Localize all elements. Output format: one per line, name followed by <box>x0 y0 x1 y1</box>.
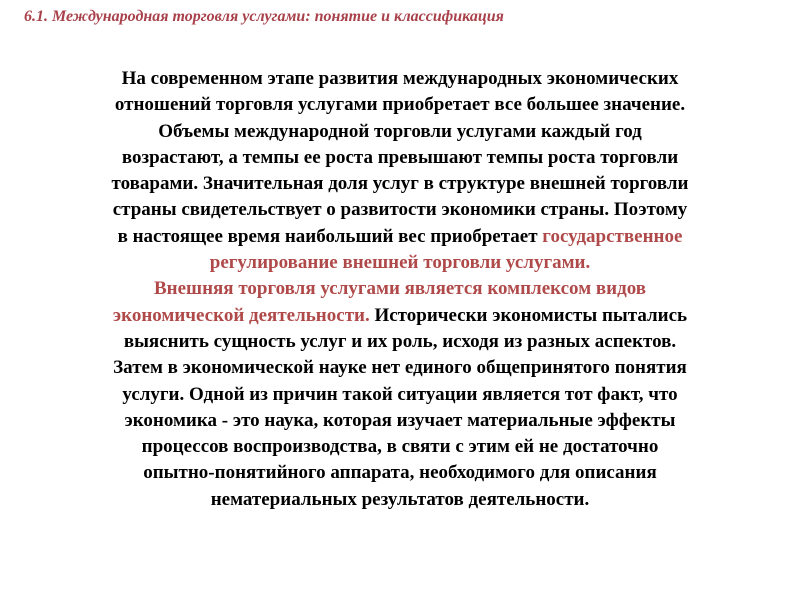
text-line <box>50 224 750 250</box>
highlighted-text: регулирование внешней торговли услугами. <box>209 252 591 274</box>
text-line <box>50 171 750 197</box>
text-line <box>50 119 750 145</box>
text-segment: выяснить сущность услуг и их роль, исходя из разных аспектов. <box>123 330 677 352</box>
text-segment: процессов воспроизводства, в святи с этим ей не достаточно <box>141 436 659 458</box>
highlighted-text: государственное <box>542 225 683 247</box>
text-line <box>50 408 750 434</box>
text-line <box>50 487 750 513</box>
text-line <box>50 250 750 276</box>
text-segment: товарами. Значительная доля услуг в структуре внешней торговли <box>111 173 689 195</box>
slide-title: 6.1. Международная торговля услугами: понятие и классификация <box>24 8 504 25</box>
text-segment: возрастают, а темпы ее роста превышают темпы роста торговли <box>121 146 679 168</box>
text-segment: страны свидетельствует о развитости экономики страны. Поэтому <box>112 199 688 221</box>
body-paragraph <box>50 66 750 513</box>
text-line <box>50 329 750 355</box>
highlighted-text: экономической деятельности. <box>112 304 370 326</box>
text-line <box>50 145 750 171</box>
text-segment: экономика - это наука, которая изучает материальные эффекты <box>124 409 676 431</box>
text-line <box>50 92 750 118</box>
text-segment: опытно-понятийного аппарата, необходимого для описания <box>143 462 657 484</box>
text-line <box>50 276 750 302</box>
text-segment: в настоящее время наибольший вес приобретает <box>117 225 543 247</box>
text-segment: услуги. Одной из причин такой ситуации является тот факт, что <box>122 383 678 405</box>
text-line <box>50 355 750 381</box>
text-segment: На современном этапе развития международных экономических <box>121 68 679 89</box>
text-segment: Объемы международной торговли услугами каждый год <box>158 120 642 142</box>
text-line <box>50 66 750 92</box>
text-line <box>50 382 750 408</box>
text-line <box>50 434 750 460</box>
text-segment: нематериальных результатов деятельности. <box>210 488 590 510</box>
text-segment: Затем в экономической науке нет единого общепринятого понятия <box>113 357 687 379</box>
highlighted-text: Внешняя торговля услугами является комплексом видов <box>153 278 646 300</box>
text-segment: отношений торговля услугами приобретает все большее значение. <box>114 94 686 116</box>
text-line <box>50 197 750 223</box>
text-segment: Исторически экономисты пытались <box>369 304 688 326</box>
text-line <box>50 460 750 486</box>
text-line <box>50 303 750 329</box>
